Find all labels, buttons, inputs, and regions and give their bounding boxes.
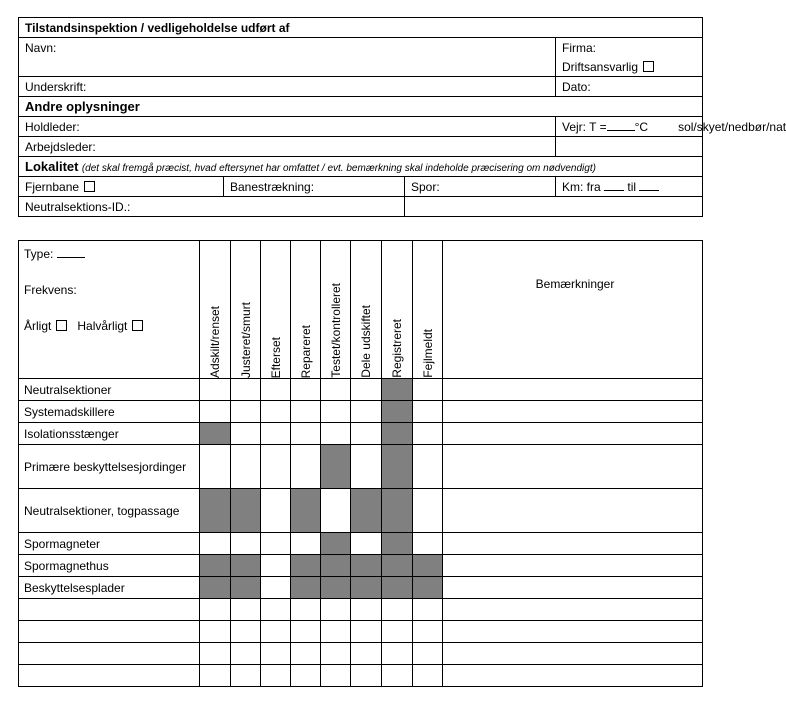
- check-cell[interactable]: [261, 533, 291, 555]
- shaded-cell: [291, 577, 321, 599]
- shaded-cell: [321, 577, 351, 599]
- lokalitet-label: Lokalitet: [25, 159, 79, 174]
- check-cell[interactable]: [351, 401, 382, 423]
- check-cell[interactable]: [351, 533, 382, 555]
- table-row: [19, 665, 703, 687]
- halvaarligt-checkbox[interactable]: [132, 320, 143, 331]
- shaded-cell: [382, 555, 413, 577]
- shaded-cell: [231, 489, 261, 533]
- form-title: Tilstandsinspektion / vedligeholdelse udført af: [19, 18, 703, 38]
- arbejdsleder-field[interactable]: [19, 137, 556, 157]
- table-row: [19, 599, 703, 621]
- check-cell[interactable]: [231, 621, 261, 643]
- check-cell[interactable]: [321, 621, 351, 643]
- shaded-cell: [231, 555, 261, 577]
- km-til-blank[interactable]: [639, 181, 659, 191]
- check-cell[interactable]: [291, 423, 321, 445]
- col-header-6: [382, 241, 413, 379]
- remark-cell[interactable]: [443, 665, 703, 687]
- row-label: [19, 665, 200, 687]
- check-cell[interactable]: [321, 423, 351, 445]
- check-cell[interactable]: [261, 555, 291, 577]
- shaded-cell: [382, 379, 413, 401]
- firma-field[interactable]: [556, 38, 703, 58]
- aarligt-label: Årligt: [24, 319, 52, 333]
- bemaerkninger-header: Bemærkninger: [443, 241, 703, 379]
- spor-field[interactable]: [405, 177, 556, 197]
- check-cell[interactable]: [321, 599, 351, 621]
- km-til-label: til: [627, 179, 637, 194]
- check-cell[interactable]: [321, 489, 351, 533]
- check-cell[interactable]: [261, 379, 291, 401]
- remark-cell[interactable]: [443, 379, 703, 401]
- check-cell[interactable]: [291, 643, 321, 665]
- frekvens-label: Frekvens:: [24, 283, 77, 297]
- check-cell[interactable]: [413, 643, 443, 665]
- vejr-unit: °C: [634, 119, 649, 134]
- remark-cell[interactable]: [443, 555, 703, 577]
- remark-cell[interactable]: [443, 445, 703, 489]
- remark-cell[interactable]: [443, 533, 703, 555]
- inspection-grid: [18, 240, 703, 687]
- check-cell[interactable]: [200, 379, 231, 401]
- check-cell[interactable]: [291, 621, 321, 643]
- dato-label: Dato:: [562, 79, 591, 94]
- check-cell[interactable]: [321, 665, 351, 687]
- check-cell[interactable]: [382, 643, 413, 665]
- check-cell[interactable]: [261, 621, 291, 643]
- check-cell[interactable]: [200, 445, 231, 489]
- col-header-1: [231, 241, 261, 379]
- holdleder-label: Holdleder:: [25, 119, 80, 134]
- shaded-cell: [382, 401, 413, 423]
- fjernbane-checkbox[interactable]: [84, 181, 95, 192]
- col-header-7: [413, 241, 443, 379]
- check-cell[interactable]: [231, 445, 261, 489]
- check-cell[interactable]: [261, 577, 291, 599]
- check-cell[interactable]: [200, 643, 231, 665]
- check-cell[interactable]: [351, 665, 382, 687]
- check-cell[interactable]: [231, 599, 261, 621]
- table-row: [19, 643, 703, 665]
- dato-field[interactable]: [556, 77, 703, 97]
- check-cell[interactable]: [351, 445, 382, 489]
- underskrift-label: Underskrift:: [25, 79, 87, 94]
- check-cell[interactable]: [351, 423, 382, 445]
- banestraekning-field[interactable]: [224, 177, 405, 197]
- row-label: Neutralsektioner, togpassage: [19, 489, 200, 533]
- col-label-5: Dele udskiftet: [359, 305, 373, 378]
- km-field[interactable]: [556, 177, 703, 197]
- table-row: [19, 555, 703, 577]
- shaded-cell: [231, 577, 261, 599]
- neutralsektions-id-field[interactable]: [19, 197, 405, 217]
- check-cell[interactable]: [261, 643, 291, 665]
- remark-cell[interactable]: [443, 621, 703, 643]
- km-fra-blank[interactable]: [604, 181, 624, 191]
- check-cell[interactable]: [413, 621, 443, 643]
- fjernbane-field[interactable]: [19, 177, 224, 197]
- shaded-cell: [200, 577, 231, 599]
- spor-label: Spor:: [411, 179, 440, 194]
- shaded-cell: [382, 577, 413, 599]
- remark-cell[interactable]: [443, 643, 703, 665]
- row-label: Primære beskyttelsesjordinger: [19, 445, 200, 489]
- navn-field[interactable]: [19, 38, 556, 58]
- type-blank[interactable]: [57, 248, 85, 258]
- check-cell[interactable]: [200, 599, 231, 621]
- remark-cell[interactable]: [443, 489, 703, 533]
- row-label: Beskyttelsesplader: [19, 577, 200, 599]
- shaded-cell: [291, 555, 321, 577]
- row-label: Isolationsstænger: [19, 423, 200, 445]
- check-cell[interactable]: [413, 665, 443, 687]
- check-cell[interactable]: [351, 379, 382, 401]
- shaded-cell: [200, 489, 231, 533]
- check-cell[interactable]: [291, 599, 321, 621]
- check-cell[interactable]: [261, 599, 291, 621]
- remark-cell[interactable]: [443, 577, 703, 599]
- row-label: Spormagneter: [19, 533, 200, 555]
- check-cell[interactable]: [413, 445, 443, 489]
- banestraekning-label: Banestrækning:: [230, 179, 315, 194]
- check-cell[interactable]: [200, 621, 231, 643]
- shaded-cell: [382, 445, 413, 489]
- shaded-cell: [200, 555, 231, 577]
- check-cell[interactable]: [413, 533, 443, 555]
- inspection-header-form: [18, 17, 786, 217]
- remark-cell[interactable]: [443, 599, 703, 621]
- table-row: [19, 621, 703, 643]
- driftsansvarlig-label: Driftsansvarlig: [562, 59, 639, 74]
- check-cell[interactable]: [200, 401, 231, 423]
- check-cell[interactable]: [261, 665, 291, 687]
- shaded-cell: [351, 577, 382, 599]
- check-cell[interactable]: [321, 643, 351, 665]
- check-cell[interactable]: [382, 665, 413, 687]
- check-cell[interactable]: [291, 665, 321, 687]
- col-header-3: [291, 241, 321, 379]
- type-frequency-box: [19, 241, 200, 379]
- col-header-2: [261, 241, 291, 379]
- col-header-5: [351, 241, 382, 379]
- check-cell[interactable]: [261, 489, 291, 533]
- holdleder-field[interactable]: [19, 117, 556, 137]
- neutralsektions-id-extra[interactable]: [405, 197, 703, 217]
- km-fra-label: Km: fra: [562, 179, 601, 194]
- underskrift-field[interactable]: [19, 77, 556, 97]
- check-cell[interactable]: [413, 489, 443, 533]
- col-label-6: Registreret: [390, 319, 404, 378]
- row-label: Neutralsektioner: [19, 379, 200, 401]
- row-label: [19, 599, 200, 621]
- row-label: [19, 621, 200, 643]
- vejr-label: Vejr: T =: [562, 119, 607, 134]
- col-label-7: Fejlmeldt: [420, 329, 435, 378]
- col-label-4: Testet/kontrolleret: [328, 283, 343, 378]
- col-label-2: Efterset: [268, 336, 283, 378]
- check-cell[interactable]: [231, 423, 261, 445]
- col-label-1: Justeret/smurt: [238, 301, 253, 378]
- check-cell[interactable]: [291, 533, 321, 555]
- shaded-cell: [321, 555, 351, 577]
- shaded-cell: [382, 533, 413, 555]
- table-row: [19, 423, 703, 445]
- table-row: [19, 401, 703, 423]
- check-cell[interactable]: [382, 621, 413, 643]
- shaded-cell: [291, 489, 321, 533]
- check-cell[interactable]: [413, 423, 443, 445]
- neutralsektions-id-label: Neutralsektions-ID.:: [25, 199, 131, 214]
- shaded-cell: [200, 423, 231, 445]
- shaded-cell: [351, 555, 382, 577]
- row-label: Spormagnethus: [19, 555, 200, 577]
- check-cell[interactable]: [291, 379, 321, 401]
- check-cell[interactable]: [231, 533, 261, 555]
- fjernbane-label: Fjernbane: [25, 179, 80, 194]
- check-cell[interactable]: [413, 401, 443, 423]
- check-cell[interactable]: [261, 423, 291, 445]
- vejr-field[interactable]: [556, 117, 786, 137]
- firma-label: Firma:: [562, 40, 596, 55]
- check-cell[interactable]: [261, 401, 291, 423]
- check-cell[interactable]: [351, 599, 382, 621]
- check-cell[interactable]: [200, 665, 231, 687]
- check-cell[interactable]: [200, 533, 231, 555]
- arbejdsleder-label: Arbejdsleder:: [25, 139, 96, 154]
- check-cell[interactable]: [413, 379, 443, 401]
- col-label-0: Adskilt/renset: [208, 305, 222, 378]
- check-cell[interactable]: [291, 445, 321, 489]
- temperature-blank[interactable]: [607, 121, 635, 131]
- shaded-cell: [413, 555, 443, 577]
- shaded-cell: [351, 489, 382, 533]
- driftsansvarlig-checkbox[interactable]: [643, 61, 654, 72]
- check-cell[interactable]: [382, 599, 413, 621]
- navn-label: Navn:: [25, 40, 57, 55]
- andre-oplysninger-heading: Andre oplysninger: [19, 97, 703, 117]
- check-cell[interactable]: [231, 665, 261, 687]
- check-cell[interactable]: [351, 643, 382, 665]
- row-label: [19, 643, 200, 665]
- check-cell[interactable]: [231, 401, 261, 423]
- check-cell[interactable]: [321, 379, 351, 401]
- navn-field-cont[interactable]: [19, 57, 556, 77]
- col-header-0: [200, 241, 231, 379]
- remark-cell[interactable]: [443, 401, 703, 423]
- aarligt-checkbox[interactable]: [56, 320, 67, 331]
- check-cell[interactable]: [321, 401, 351, 423]
- driftsansvarlig-field[interactable]: [556, 57, 703, 77]
- check-cell[interactable]: [351, 621, 382, 643]
- table-row: [19, 533, 703, 555]
- check-cell[interactable]: [291, 401, 321, 423]
- lokalitet-heading: [19, 157, 703, 177]
- col-header-4: [321, 241, 351, 379]
- check-cell[interactable]: [231, 379, 261, 401]
- table-row: [19, 489, 703, 533]
- halvaarligt-label: Halvårligt: [77, 319, 128, 333]
- vejr-options: sol/skyet/nedbør/nat: [678, 119, 786, 134]
- lokalitet-note: (det skal fremgå præcist, hvad eftersynet har omfattet / evt. bemærkning skal indeholde præcisering om nødvendigt): [81, 163, 596, 174]
- table-row: [19, 577, 703, 599]
- col-label-3: Repareret: [298, 324, 313, 378]
- shaded-cell: [382, 423, 413, 445]
- shaded-cell: [321, 533, 351, 555]
- arbejdsleder-extra[interactable]: [556, 137, 703, 157]
- shaded-cell: [413, 577, 443, 599]
- row-label: Systemadskillere: [19, 401, 200, 423]
- check-cell[interactable]: [413, 599, 443, 621]
- table-row: [19, 445, 703, 489]
- check-cell[interactable]: [261, 445, 291, 489]
- shaded-cell: [382, 489, 413, 533]
- table-row: [19, 379, 703, 401]
- check-cell[interactable]: [231, 643, 261, 665]
- shaded-cell: [321, 445, 351, 489]
- remark-cell[interactable]: [443, 423, 703, 445]
- type-label: Type:: [24, 247, 54, 261]
